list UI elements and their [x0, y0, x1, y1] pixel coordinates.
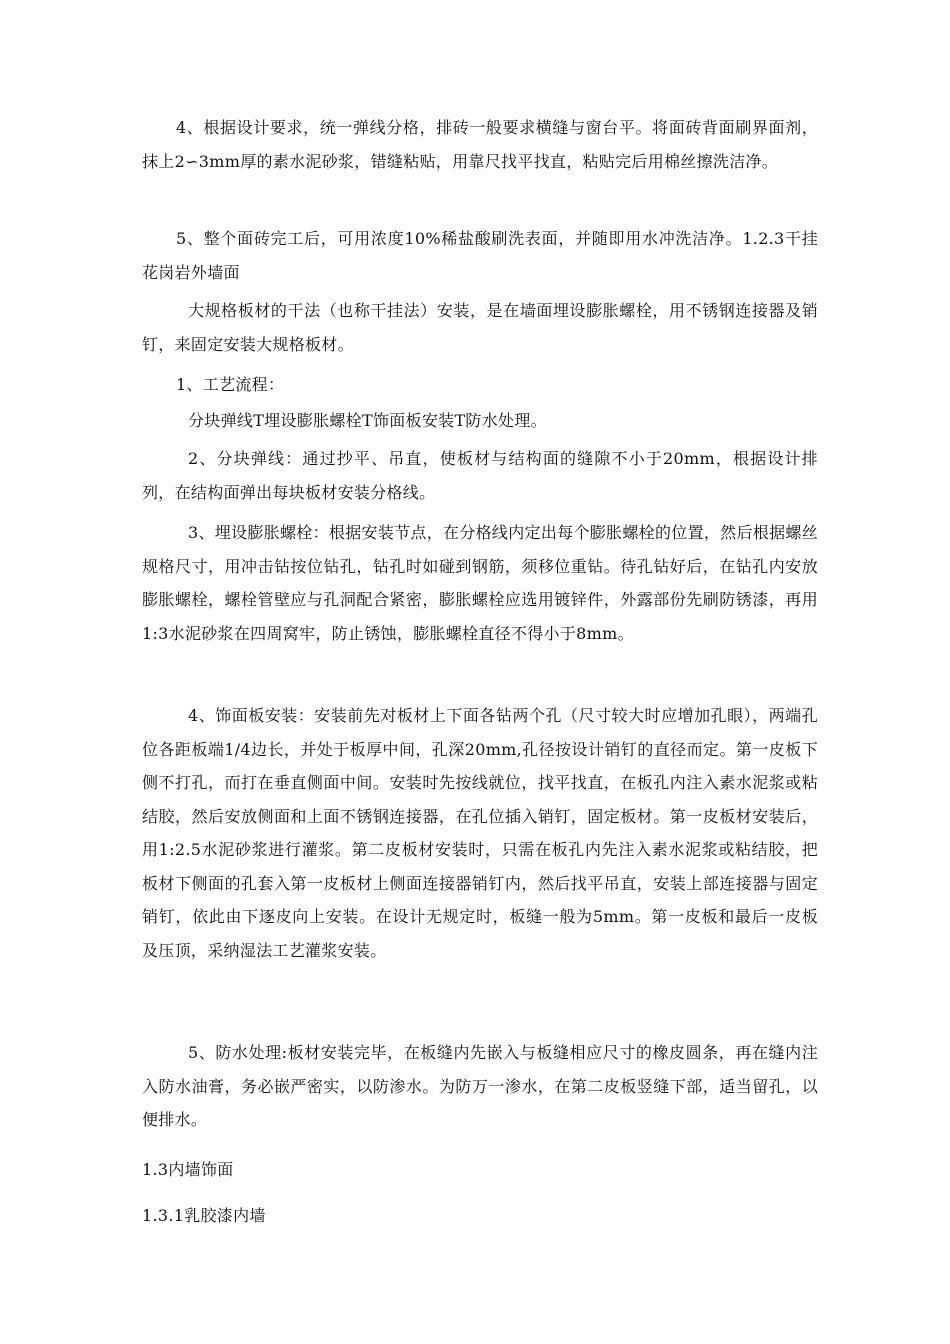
paragraph-waterproofing: 5、防水处理:板材安装完毕，在板缝内先嵌入与板缝相应尺寸的橡皮圆条，再在缝内注入防水油膏，务必嵌严密实，以防渗水。为防万一渗水，在第二皮板竖缝下部，适当留孔，以便排水。	[142, 1043, 818, 1129]
paragraph-tile-paste-step4: 4、根据设计要求，统一弹线分格，排砖一般要求横缝与窗台平。将面砖背面刷界面剂，抹上2∽3mm厚的素水泥砂浆，错缝粘贴，用靠尺找平找直，粘贴完后用棉丝擦洗洁净。	[142, 118, 818, 171]
paragraph-dry-hang-intro: 大规格板材的干法（也称干挂法）安装，是在墙面埋设膨胀螺栓，用不锈钢连接器及销钉，来固定安装大规格板材。	[142, 301, 818, 354]
paragraph-tile-clean-step5: 5、整个面砖完工后，可用浓度10%稀盐酸刷洗表面，并随即用水冲洗洁净。1.2.3干挂花岗岩外墙面	[142, 229, 818, 282]
paragraph-layout-lines: 2、分块弹线：通过抄平、吊直，使板材与结构面的缝隙不小于20mm，根据设计排列，在结构面弹出每块板材安装分格线。	[142, 449, 818, 502]
paragraph-panel-install: 4、饰面板安装：安装前先对板材上下面各钻两个孔（尺寸较大时应增加孔眼），两端孔位各距板端1/4边长，并处于板厚中间，孔深20mm,孔径按设计销钉的直径而定。第一皮板下侧不打孔，而打在垂直侧面中间。安装时先按线就位，找平找直，在板孔内注入素水泥浆或粘结胶，然后安放侧面和上面不锈钢连接器，在孔位插入销钉，固定板材。第一皮板材安装后，用1:2.5水泥砂浆进行灌浆。第二皮板材安装时，只需在板孔内先注入素水泥浆或粘结胶，把板材下侧面的孔套入第一皮板材上侧面连接器销钉内，然后找平吊直，安装上部连接器与固定销钉，依此由下逐皮向上安装。在设计无规定时，板缝一般为5mm。第一皮板和最后一皮板及压顶，采纳湿法工艺灌浆安装。	[142, 706, 818, 960]
paragraph-process-heading: 1、工艺流程：	[176, 375, 285, 394]
subsection-heading: 1.3.1乳胶漆内墙	[142, 1206, 266, 1225]
section-heading: 1.3内墙饰面	[142, 1160, 234, 1179]
paragraph-process-flow: 分块弹线T埋设膨胀螺栓T饰面板安装T防水处理。	[188, 411, 547, 430]
paragraph-expansion-bolts: 3、埋设膨胀螺栓：根据安装节点，在分格线内定出每个膨胀螺栓的位置，然后根据螺丝规格尺寸，用冲击钻按位钻孔，钻孔时如碰到钢筋，须移位重钻。待孔钻好后，在钻孔内安放膨胀螺栓，螺栓管壁应与孔洞配合紧密，膨胀螺栓应选用镀锌件，外露部份先刷防锈漆，再用1:3水泥砂浆在四周窝牢，防止锈蚀，膨胀螺栓直径不得小于8mm。	[142, 523, 818, 643]
